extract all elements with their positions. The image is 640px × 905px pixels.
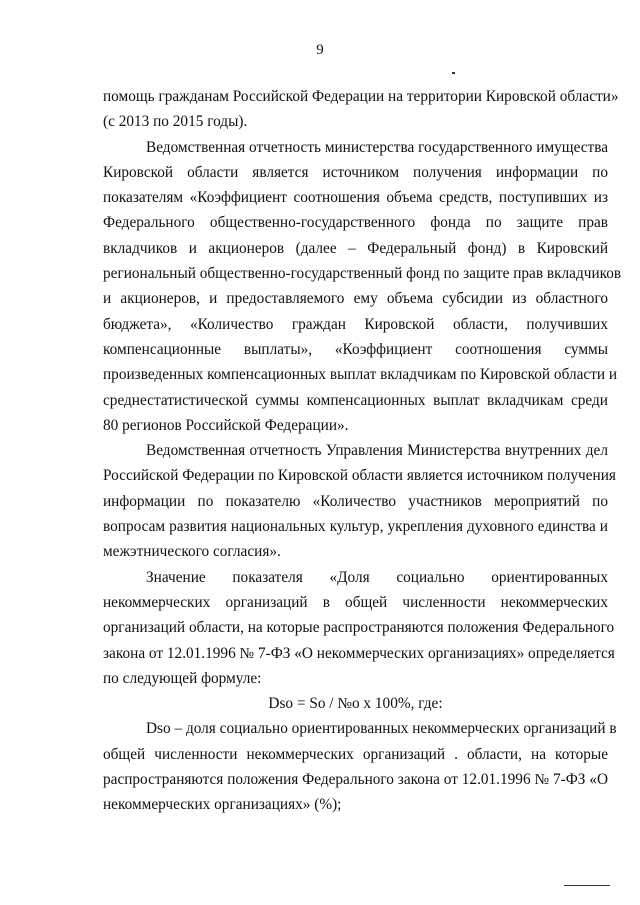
text-line: некоммерческих организаций в общей численности некоммерческих [103,593,608,611]
text-line: Dso – доля социально ориентированных некоммерческих организаций в [146,720,617,738]
text-line: информации по показателю «Количество участников мероприятий по [103,492,608,510]
text-line: помощь гражданам Российской Федерации на территории Кировской области» [103,88,619,105]
text-line: Ведомственная отчетность министерства государственного имущества [146,138,609,156]
text-line: и акционеров, и предоставляемого ему объема субсидии из областного [103,290,608,308]
scan-mark [452,72,455,74]
text-line: Ведомственная отчетность Управления Министерства внутренних дел [146,442,608,460]
text-line: закона от 12.01.1996 № 7-ФЗ «О некоммерческих организациях» определяется [103,644,615,662]
footer-line-mark [564,885,610,886]
text-line: вопросам развития национальных культур, укрепления духовного единства и [103,518,608,536]
page-number: 9 [316,42,324,58]
text-line: компенсационные выплаты», «Коэффициент соотношения суммы [103,340,608,358]
text-line: Dso = So / №о x 100%, где: [268,695,443,713]
text-line: некоммерческих организациях» (%); [103,796,342,814]
text-line: среднестатистической суммы компенсационных выплат вкладчикам среди [103,391,608,409]
text-line: межэтнического согласия». [103,543,281,561]
text-line: бюджета», «Количество граждан Кировской области, получивших [103,315,608,333]
text-line: (с 2013 по 2015 годы). [103,113,248,131]
document-body [103,84,622,818]
text-line: вкладчиков и акционеров (далее – Федеральный фонд) в Кировский [103,239,608,257]
text-line: региональный общественно-государственный фонд по защите прав вкладчиков [103,265,622,283]
text-line: распространяются положения Федерального закона от 12.01.1996 № 7-ФЗ «О [103,771,608,789]
text-line: организаций области, на которые распространяются положения Федерального [103,619,615,637]
text-line: 80 регионов Российской Федерации». [103,416,349,434]
text-line: Российской Федерации по Кировской области является источником получения [103,467,616,485]
text-line: произведенных компенсационных выплат вкладчикам по Кировской области и [103,366,618,384]
text-line: Значение показателя «Доля социально ориентированных [146,568,608,586]
text-line: показателям «Коэффициент соотношения объема средств, поступивших из [103,189,608,207]
text-line: по следующей формуле: [103,669,262,687]
text-line: общей численности некоммерческих организаций . области, на которые [103,745,608,763]
text-line: Федерального общественно-государственного фонда по защите прав [103,214,608,232]
text-line: Кировской области является источником получения информации по [103,163,608,181]
